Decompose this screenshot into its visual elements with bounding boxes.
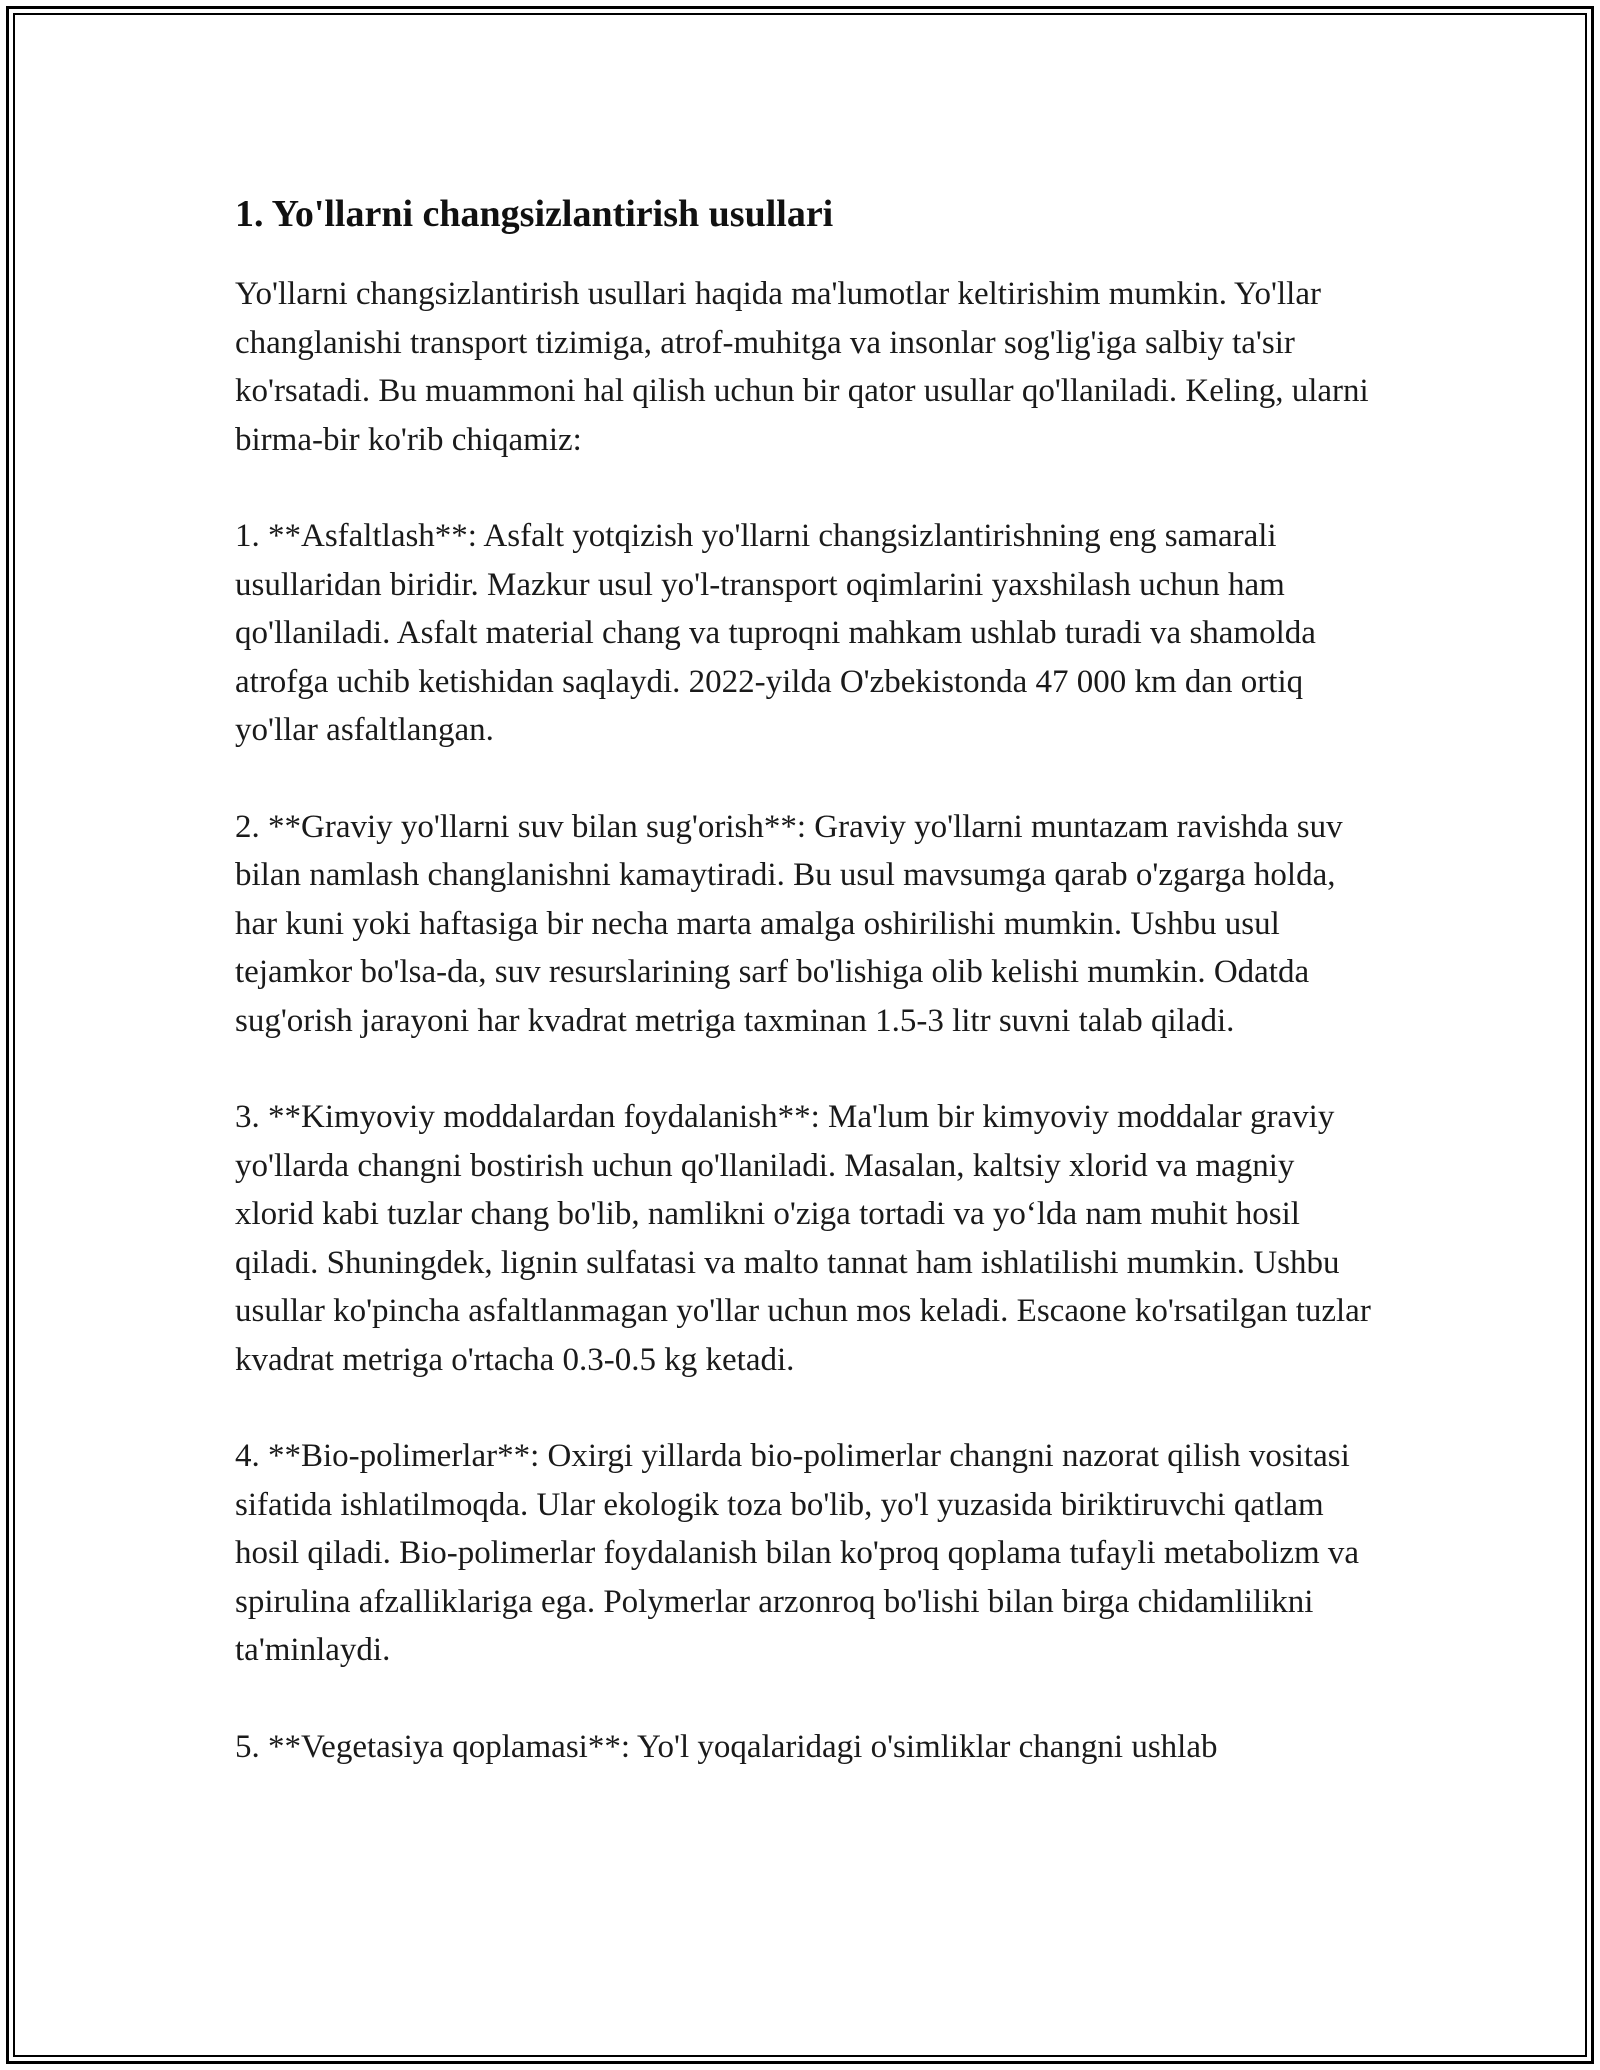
document-heading: 1. Yo'llarni changsizlantirish usullari — [235, 193, 834, 235]
paragraph-graviy-sugorish: 2. **Graviy yo'llarni suv bilan sug'orish**: Graviy yo'llarni muntazam ravishda suv bilan namlash changlanishni kamaytiradi. Bu usul mavsumga qarab o'zgarga holda, har kuni yoki haftasiga bir necha marta amalga oshirilishi mumkin. Ushbu usul tejamkor bo'lsa-da, suv resurslarining sarf bo'lishiga olib kelishi mumkin. Odatda sug'orish jarayoni har kvadrat metriga taxminan 1.5-3 litr suvni talab qiladi. — [235, 808, 1343, 1039]
paragraph-kimyoviy-moddalar: 3. **Kimyoviy moddalardan foydalanish**: Ma'lum bir kimyoviy moddalar graviy yo'llarda changni bostirish uchun qo'llaniladi. Masalan, kaltsiy xlorid va magniy xlorid kabi tuzlar chang bo'lib, namlikni o'ziga tortadi va yo‘lda nam muhit hosil qiladi. Shuningdek, lignin sulfatasi va malto tannat ham ishlatilishi mumkin. Ushbu usullar ko'pincha asfaltlanmagan yo'llar uchun mos keladi. Escaone ko'rsatilgan tuzlar kvadrat metriga o'rtacha 0.3-0.5 kg ketadi. — [235, 1099, 1371, 1378]
paragraph-vegetasiya: 5. **Vegetasiya qoplamasi**: Yo'l yoqalaridagi o'simliklar changni ushlab — [235, 1728, 1218, 1765]
document-content — [235, 188, 1375, 1819]
paragraph-asfaltlash: 1. **Asfaltlash**: Asfalt yotqizish yo'llarni changsizlantirishning eng samarali usullaridan biridir. Mazkur usul yo'l-transport oqimlarini yaxshilash uchun ham qo'llaniladi. Asfalt material chang va tuproqni mahkam ushlab turadi va shamolda atrofga uchib ketishidan saqlaydi. 2022-yilda O'zbekistonda 47 000 km dan ortiq yo'llar asfaltlangan. — [235, 518, 1316, 748]
paragraph-bio-polimerlar: 4. **Bio-polimerlar**: Oxirgi yillarda bio-polimerlar changni nazorat qilish vositasi sifatida ishlatilmoqda. Ular ekologik toza bo'lib, yo'l yuzasida biriktiruvchi qatlam hosil qiladi. Bio-polimerlar foydalanish bilan ko'proq qoplama tufayli metabolizm va spirulina afzalliklariga ega. Polymerlar arzonroq bo'lishi bilan birga chidamlilikni ta'minlaydi. — [235, 1438, 1360, 1668]
intro-paragraph: Yo'llarni changsizlantirish usullari haqida ma'lumotlar keltirishim mumkin. Yo'llar changlanishi transport tizimiga, atrof-muhitga va insonlar sog'lig'iga salbiy ta'sir ko'rsatadi. Bu muammoni hal qilish uchun bir qator usullar qo'llaniladi. Keling, ularni birma-bir ko'rib chiqamiz: — [235, 276, 1369, 458]
